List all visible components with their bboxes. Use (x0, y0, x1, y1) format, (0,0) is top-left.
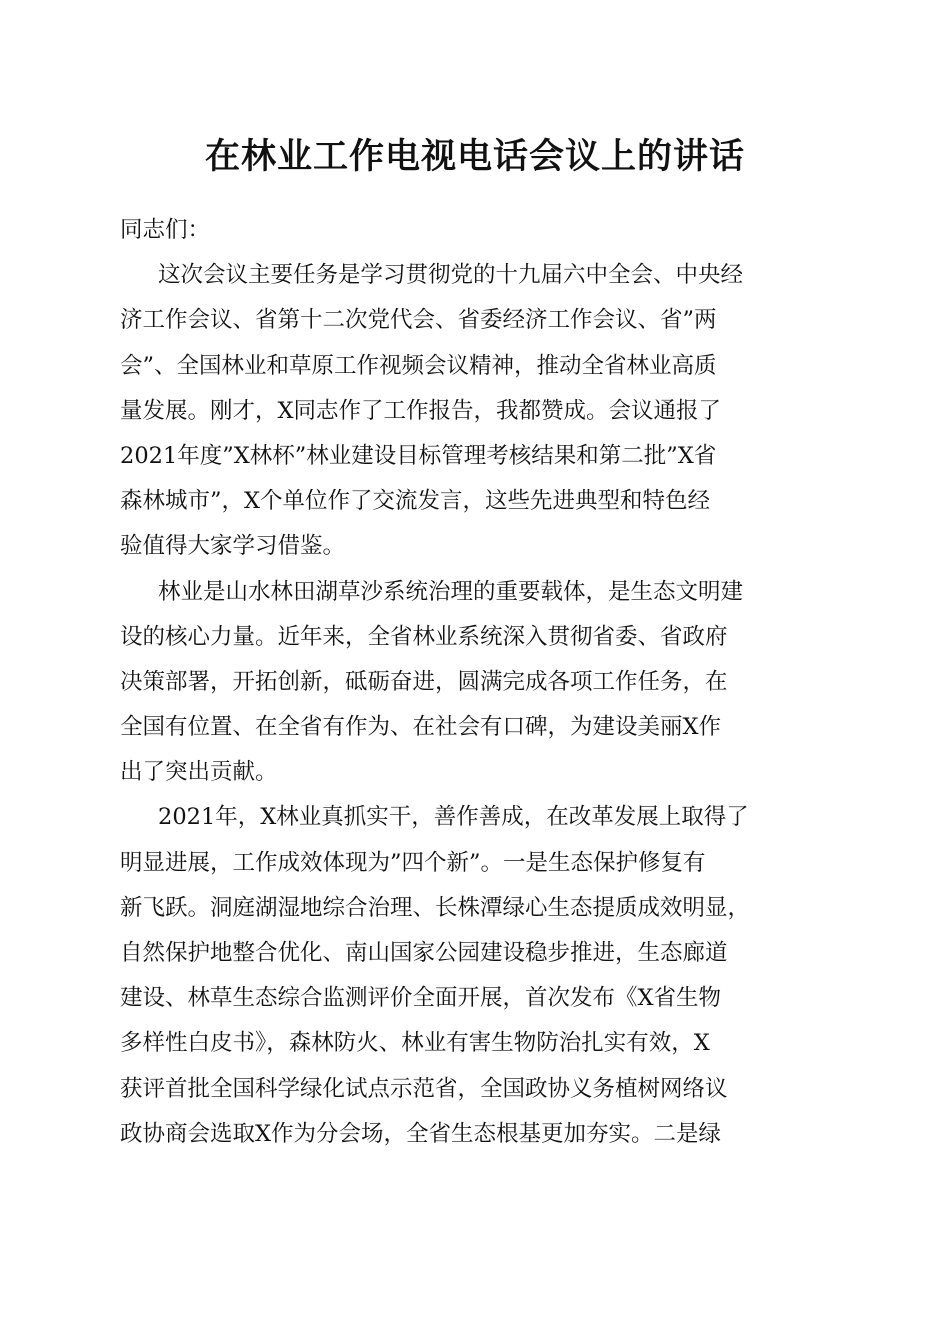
paragraph-line: 获评首批全国科学绿化试点示范省，全国政协义务植树网络议 (120, 1075, 728, 1102)
paragraph-line: 建设、林草生态综合监测评价全面开展，首次发布《X省生物 (120, 985, 722, 1012)
paragraph-line: 森林城市”，X个单位作了交流发言，这些先进典型和特色经 (120, 488, 711, 515)
paragraph-line: 量发展。刚才，X同志作了工作报告，我都赞成。会议通报了 (120, 397, 722, 424)
paragraph-line: 济工作会议、省第十二次党代会、省委经济工作会议、省”两 (120, 307, 717, 334)
paragraph-line: 这次会议主要任务是学习贯彻党的十九届六中全会、中央经 (158, 262, 744, 289)
paragraph-line: 验值得大家学习借鉴。 (120, 533, 346, 560)
paragraph-3 (120, 795, 830, 1157)
paragraph-line: 出了突出贡献。 (120, 759, 278, 786)
document-body (120, 208, 830, 1157)
paragraph-line: 政协商会选取X作为分会场，全省生态根基更加夯实。二是绿 (120, 1120, 722, 1147)
paragraph-1 (120, 253, 830, 569)
paragraph-line: 全国有位置、在全省有作为、在社会有口碑，为建设美丽X作 (120, 714, 722, 741)
paragraph-line: 自然保护地整合优化、南山国家公园建设稳步推进，生态廊道 (120, 940, 728, 966)
salutation: 同志们： (120, 217, 211, 243)
paragraph-line: 设的核心力量。近年来，全省林业系统深入贯彻省委、省政府 (120, 623, 728, 650)
paragraph-2 (120, 570, 830, 796)
paragraph-line: 明显进展，工作成效体现为”四个新”。一是生态保护修复有 (120, 849, 706, 876)
paragraph-line: 决策部署，开拓创新，砥砺奋进，圆满完成各项工作任务，在 (120, 668, 728, 695)
paragraph-line: 林业是山水林田湖草沙系统治理的重要载体，是生态文明建 (158, 578, 744, 605)
paragraph-line: 多样性白皮书》，森林防火、林业有害生物防治扎实有效，X (120, 1030, 710, 1057)
paragraph-line: 新飞跃。洞庭湖湿地综合治理、长株潭绿心生态提质成效明显， (120, 894, 751, 921)
paragraph-line: 2021年，X林业真抓实干，善作善成，在改革发展上取得了 (158, 804, 749, 831)
paragraph-line: 会”、全国林业和草原工作视频会议精神，推动全省林业高质 (120, 352, 717, 379)
paragraph-line: 2021年度”X林杯”林业建设目标管理考核结果和第二批”X省 (120, 442, 717, 469)
document-title: 在林业工作电视电话会议上的讲话 (204, 136, 745, 177)
